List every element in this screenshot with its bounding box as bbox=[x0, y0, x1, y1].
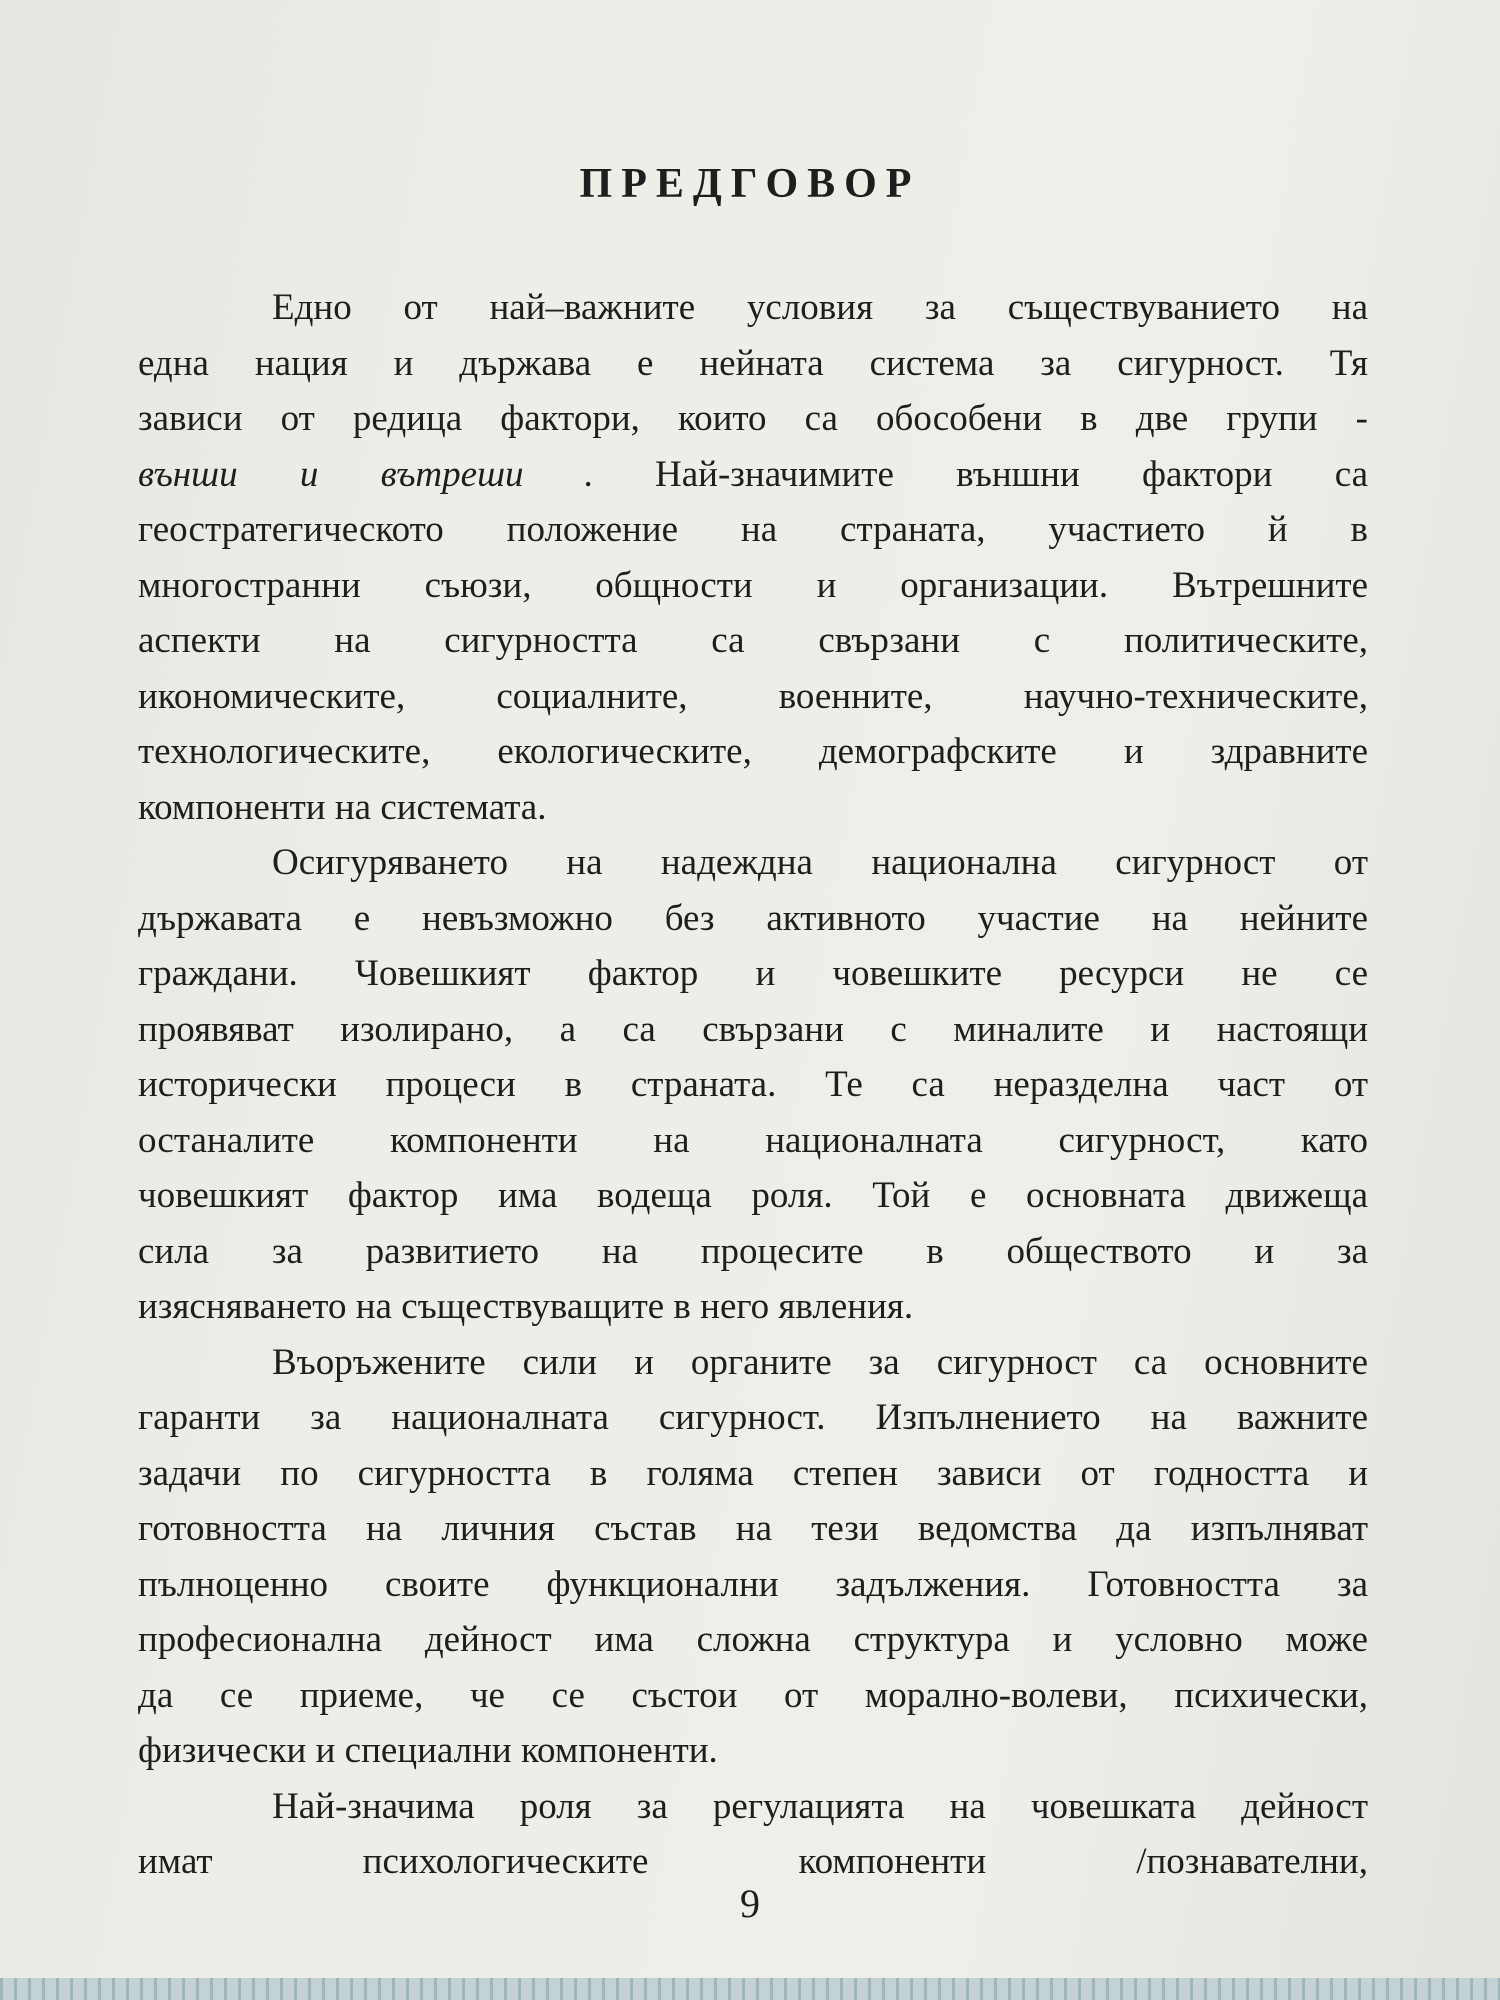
text-line: Едно от най–важните условия за съществуванието на bbox=[272, 287, 1368, 328]
text-line: държавата е невъзможно без активното участие на нейните bbox=[138, 897, 1368, 939]
paragraph-3 bbox=[138, 1335, 1368, 1779]
text-line: зависи от редица фактори, които са обособени в две групи - bbox=[138, 398, 1368, 439]
text-line: да се приеме, че се състои от морално-волеви, психически, bbox=[138, 1674, 1368, 1716]
page-body bbox=[138, 280, 1368, 1890]
text-line: технологическите, екологическите, демографските и здравните bbox=[138, 731, 1368, 772]
text-line: Най-значима роля за регулацията на човешката дейност bbox=[272, 1785, 1368, 1827]
page-bottom-edge bbox=[0, 1978, 1500, 2000]
text-line: сила за развитието на процесите в обществото и за bbox=[138, 1230, 1368, 1272]
text-line: една нация и държава е нейната система за сигурност. Тя bbox=[138, 342, 1368, 384]
text-line: пълноценно своите функционални задължения. Готовността за bbox=[138, 1563, 1368, 1605]
text-line: имат психологическите компоненти /познавателни, bbox=[138, 1841, 1368, 1882]
page-title: ПРЕДГОВОР bbox=[579, 161, 921, 207]
text-line: изясняването на съществуващите в него явления. bbox=[138, 1286, 914, 1327]
text-line: човешкият фактор има водеща роля. Той е основната движеща bbox=[138, 1175, 1368, 1216]
text-line: Осигуряването на надеждна национална сигурност от bbox=[272, 842, 1368, 883]
text-line: останалите компоненти на националната сигурност, като bbox=[138, 1119, 1368, 1161]
text-line: проявяват изолирано, а са свързани с миналите и настоящи bbox=[138, 1008, 1368, 1050]
text-line: аспекти на сигурността са свързани с политическите, bbox=[138, 620, 1368, 661]
text-line: исторически процеси в страната. Те са неразделна част от bbox=[138, 1064, 1368, 1105]
paragraph-2 bbox=[138, 835, 1368, 1335]
text-line: граждани. Човешкият фактор и човешките ресурси не се bbox=[138, 953, 1368, 994]
text-line: физически и специални компоненти. bbox=[138, 1730, 718, 1771]
text-line: геостратегическото положение на страната, участието й в bbox=[138, 509, 1368, 550]
paragraph-4 bbox=[138, 1779, 1368, 1890]
text-line: гаранти за националната сигурност. Изпълнението на важните bbox=[138, 1397, 1368, 1438]
page-number: 9 bbox=[740, 1881, 760, 1926]
text-line: задачи по сигурността в голяма степен зависи от годността и bbox=[138, 1452, 1368, 1494]
text-line: икономическите, социалните, военните, научно-техническите, bbox=[138, 675, 1368, 717]
text-line: готовността на личния състав на тези ведомства да изпълняват bbox=[138, 1508, 1368, 1549]
text-line: Въоръжените сили и органите за сигурност са основните bbox=[272, 1341, 1368, 1383]
text-line: компоненти на системата. bbox=[138, 786, 547, 828]
text-line: многостранни съюзи, общности и организации. Вътрешните bbox=[138, 564, 1368, 606]
italic-phrase: външи и вътреши bbox=[138, 453, 524, 495]
paragraph-1 bbox=[138, 280, 1368, 835]
text-line-rest: . Най-значимите външни фактори са bbox=[583, 453, 1368, 495]
text-line bbox=[138, 447, 1368, 503]
text-line: професионална дейност има сложна структура и условно може bbox=[138, 1619, 1368, 1660]
